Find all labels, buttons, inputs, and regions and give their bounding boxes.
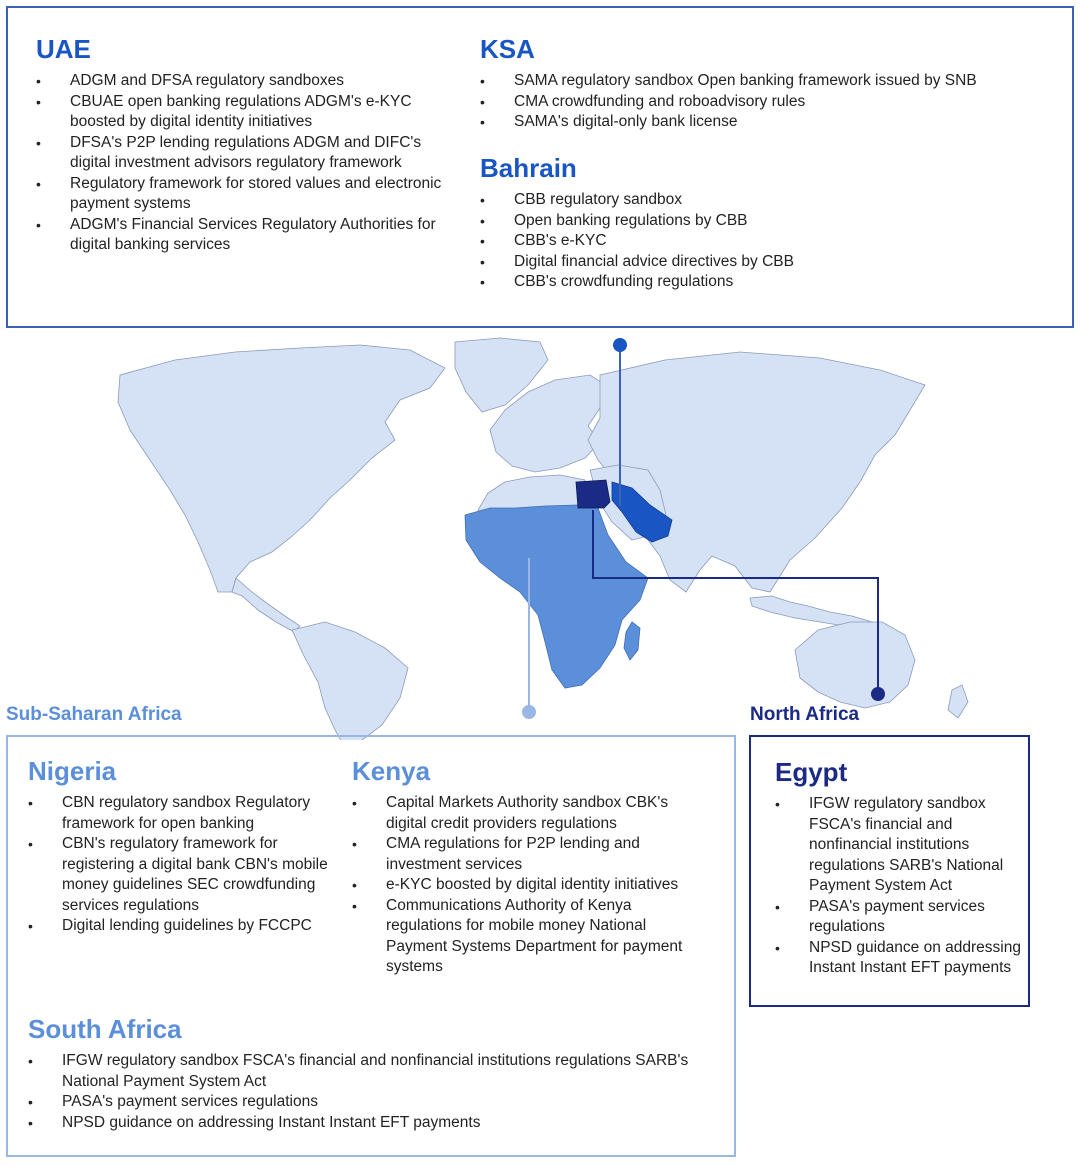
ksa-block [480,33,1060,133]
list-item: • CBB regulatory sandbox [480,190,1060,211]
list-item: • Open banking regulations by CBB [480,211,1060,232]
ksa-list [480,71,1060,133]
list-item: • CMA regulations for P2P lending and investment services [352,834,697,875]
list-item: • ADGM and DFSA regulatory sandboxes [36,71,456,92]
list-item: • PASA's payment services regulations [28,1092,718,1113]
list-item: • IFGW regulatory sandbox FSCA's financial and nonfinancial institutions regulations SARB's National Payment System Act [775,794,1025,897]
kenya-list [352,793,697,978]
list-item: • DFSA's P2P lending regulations ADGM and DIFC's digital investment advisors regulatory framework [36,133,456,174]
egypt-title: Egypt [775,757,848,787]
egypt-region [576,480,610,508]
list-item: • SAMA's digital-only bank license [480,112,1060,133]
list-item: • Digital lending guidelines by FCCPC [28,916,328,937]
madagascar [624,622,640,660]
list-item: • Communications Authority of Kenya regulations for mobile money National Payment Systems Department for payment systems [352,896,697,978]
south-africa-list [28,1051,718,1133]
sub-saharan-africa-region [465,505,648,688]
uae-list [36,71,456,256]
ksa-title: KSA [480,34,535,64]
bahrain-list [480,190,1060,293]
list-item: • IFGW regulatory sandbox FSCA's financial and nonfinancial institutions regulations SARB's National Payment System Act [28,1051,718,1092]
list-item: • CBB's crowdfunding regulations [480,272,1060,293]
south-africa-title: South Africa [28,1014,182,1044]
egypt-block [775,756,1025,979]
south-africa-block [28,1013,718,1133]
land-australia [795,622,915,708]
nigeria-block [28,755,328,937]
gcc-connector-dot [613,338,627,352]
kenya-title: Kenya [352,756,431,786]
uae-title: UAE [36,34,91,64]
list-item: • PASA's payment services regulations [775,897,1025,938]
land-central-america [232,578,300,632]
world-map [0,330,1080,740]
land-north-america [118,345,445,592]
list-item: • Regulatory framework for stored values and electronic payment systems [36,174,456,215]
list-item: • CMA crowdfunding and roboadvisory rules [480,92,1060,113]
bahrain-block [480,152,1060,293]
list-item: • CBUAE open banking regulations ADGM's e-KYC boosted by digital identity initiatives [36,92,456,133]
list-item: • ADGM's Financial Services Regulatory Authorities for digital banking services [36,215,456,256]
ssa-connector-dot [522,705,536,719]
list-item: • e-KYC boosted by digital identity initiatives [352,875,697,896]
egypt-list [775,794,1025,979]
na-connector-dot [871,687,885,701]
list-item: • SAMA regulatory sandbox Open banking framework issued by SNB [480,71,1060,92]
list-item: • Capital Markets Authority sandbox CBK's digital credit providers regulations [352,793,697,834]
list-item: • NPSD guidance on addressing Instant Instant EFT payments [28,1113,718,1134]
uae-block [36,33,456,256]
list-item: • CBB's e-KYC [480,231,1060,252]
land-new-zealand [948,685,968,718]
list-item: • Digital financial advice directives by CBB [480,252,1060,273]
sub-saharan-africa-title: Sub-Saharan Africa [6,704,182,725]
list-item: • CBN regulatory sandbox Regulatory framework for open banking [28,793,328,834]
list-item: • CBN's regulatory framework for registering a digital bank CBN's mobile money guidelines SEC crowdfunding services regulations [28,834,328,916]
list-item: • NPSD guidance on addressing Instant Instant EFT payments [775,938,1025,979]
kenya-block [352,755,697,978]
land-south-america [292,622,408,740]
north-africa-title: North Africa [750,704,860,725]
bahrain-title: Bahrain [480,153,577,183]
nigeria-title: Nigeria [28,756,117,786]
nigeria-list [28,793,328,937]
